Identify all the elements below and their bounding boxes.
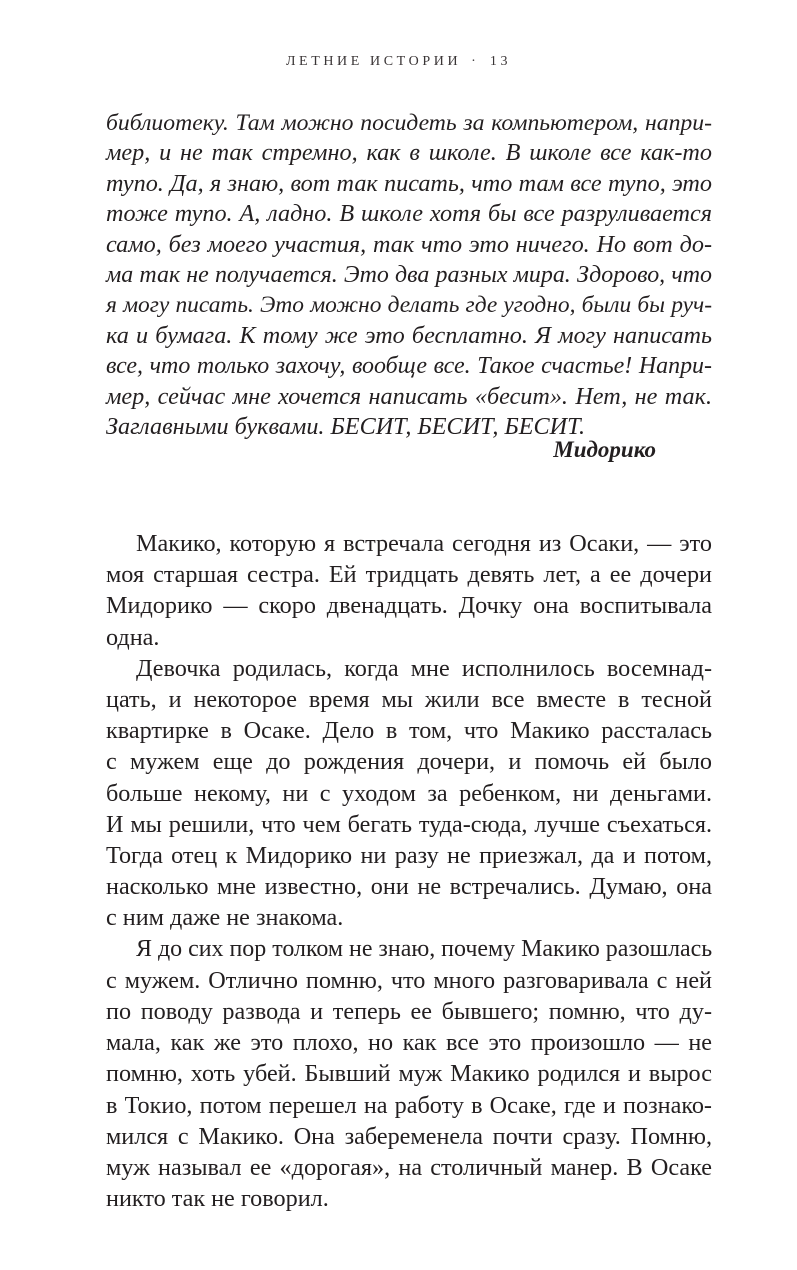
- letter-line: тоже тупо. А, ладно. В школе хотя бы все разруливается: [106, 200, 712, 228]
- text-line: больше некому, ни с уходом за ребенком, ни деньгами.: [106, 779, 712, 807]
- text-line: с мужем. Отлично помню, что много разговаривала с ней: [106, 966, 712, 994]
- letter-line: мер, и не так стремно, как в школе. В школе все как-то: [106, 139, 712, 167]
- text-line: никто так не говорил.: [106, 1185, 329, 1213]
- text-line: мала, как же это плохо, но как все это произошло — не: [106, 1029, 712, 1057]
- header-separator: ·: [471, 54, 476, 69]
- paragraph: [106, 934, 712, 1215]
- letter-line: ка и бумага. К тому же это бесплатно. Я могу написать: [106, 321, 712, 349]
- letter-signature: Мидорико: [553, 437, 656, 462]
- running-header: [0, 54, 797, 70]
- letter-line: мер, сейчас мне хочется написать «бесит». Нет, не так.: [106, 382, 712, 410]
- text-line: И мы решили, что чем бегать туда-сюда, лучше съехаться.: [106, 810, 712, 838]
- text-line: муж называл ее «дорогая», на столичный манер. В Осаке: [106, 1154, 712, 1182]
- text-line: Я до сих пор толком не знаю, почему Макико разошлась: [136, 935, 713, 962]
- text-line: Девочка родилась, когда мне исполнилось восемнад-: [136, 654, 712, 682]
- text-line: Макико, которую я встречала сегодня из Осаки, — это: [136, 530, 712, 557]
- text-line: квартирке в Осаке. Дело в том, что Макико рассталась: [106, 717, 712, 745]
- text-line: мился с Макико. Она забеременела почти сразу. Помню,: [106, 1122, 712, 1150]
- page-number: 13: [489, 54, 512, 69]
- text-line: моя старшая сестра. Ей тридцать девять лет, а ее дочери: [106, 561, 712, 589]
- letter-line: я могу писать. Это можно делать где угодно, были бы руч-: [106, 292, 712, 319]
- letter-excerpt: [106, 108, 712, 442]
- letter-line: тупо. Да, я знаю, вот так писать, что там все тупо, это: [106, 169, 712, 197]
- text-line: Мидорико — скоро двенадцать. Дочку она воспитывала: [106, 592, 712, 620]
- paragraph: [106, 528, 712, 653]
- text-line: с ним даже не знакома.: [106, 904, 344, 932]
- text-line: Тогда отец к Мидорико ни разу не приезжал, да и потом,: [106, 842, 712, 870]
- text-line: по поводу развода и теперь ее бывшего; помню, что ду-: [106, 998, 712, 1026]
- letter-line: все, что только захочу, вообще все. Такое счастье! Напри-: [106, 353, 712, 380]
- letter-line: само, без моего участия, так что это ничего. Но вот до-: [106, 230, 712, 258]
- text-line: помню, хоть убей. Бывший муж Макико родился и вырос: [106, 1060, 712, 1088]
- body-text: [106, 528, 712, 1214]
- text-line: в Токио, потом перешел на работу в Осаке, где и познако-: [106, 1091, 712, 1119]
- running-title: ЛЕТНИЕ ИСТОРИИ: [285, 54, 462, 69]
- text-line: с мужем еще до рождения дочери, и помочь ей было: [106, 748, 712, 776]
- letter-line: Заглавными буквами. БЕСИТ, БЕСИТ, БЕСИТ.: [106, 413, 586, 441]
- text-line: цать, и некоторое время мы жили все вместе в тесной: [106, 686, 712, 714]
- text-line: одна.: [106, 623, 160, 651]
- paragraph: [106, 653, 712, 934]
- text-line: насколько мне известно, они не встречались. Думаю, она: [106, 873, 712, 901]
- letter-line: ма так не получается. Это два разных мира. Здорово, что: [106, 262, 712, 289]
- letter-line: библиотеку. Там можно посидеть за компьютером, напри-: [106, 110, 712, 136]
